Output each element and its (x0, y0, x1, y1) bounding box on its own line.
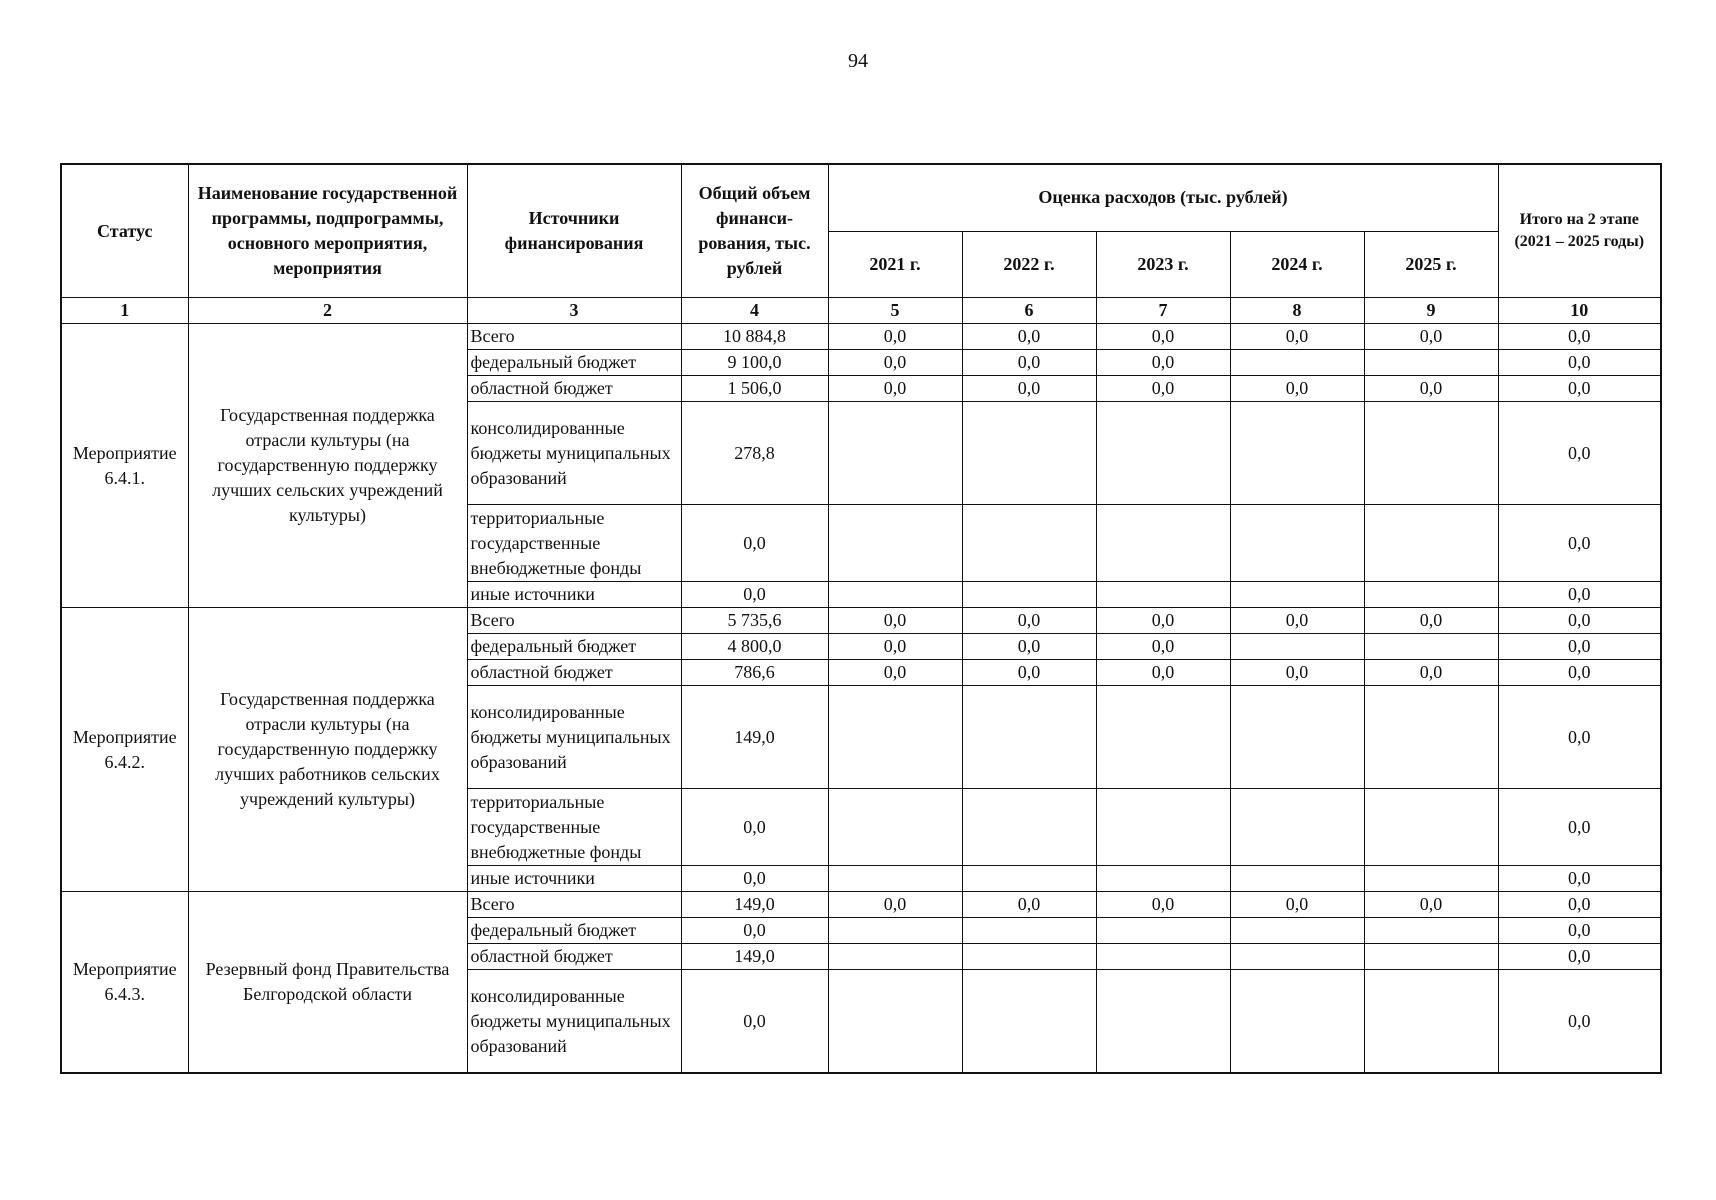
year-cell: 0,0 (828, 608, 962, 634)
year-cell: 0,0 (1096, 376, 1230, 402)
year-cell (828, 944, 962, 970)
total-cell: 149,0 (681, 944, 828, 970)
header-estimate: Оценка расходов (тыс. рублей) (828, 164, 1498, 231)
col-number: 7 (1096, 298, 1230, 324)
stage-total-cell: 0,0 (1498, 324, 1661, 350)
year-cell: 0,0 (962, 634, 1096, 660)
year-cell (1230, 944, 1364, 970)
source-cell: федеральный бюджет (467, 634, 681, 660)
year-cell: 0,0 (962, 324, 1096, 350)
year-cell (828, 686, 962, 789)
header-year: 2023 г. (1096, 231, 1230, 298)
total-cell: 0,0 (681, 789, 828, 866)
source-cell: иные источники (467, 582, 681, 608)
total-cell: 10 884,8 (681, 324, 828, 350)
year-cell: 0,0 (1364, 608, 1498, 634)
source-cell: территориальные государственные внебюджетные фонды (467, 789, 681, 866)
name-cell: Государственная поддержка отрасли культуры (на государственную поддержку лучших работников сельских учреждений культуры) (188, 608, 467, 892)
year-cell: 0,0 (828, 324, 962, 350)
source-cell: федеральный бюджет (467, 918, 681, 944)
year-cell (1230, 789, 1364, 866)
year-cell: 0,0 (828, 376, 962, 402)
stage-total-cell: 0,0 (1498, 376, 1661, 402)
source-cell: областной бюджет (467, 376, 681, 402)
stage-total-cell: 0,0 (1498, 660, 1661, 686)
col-number: 8 (1230, 298, 1364, 324)
year-cell: 0,0 (1096, 892, 1230, 918)
year-cell: 0,0 (1230, 324, 1364, 350)
year-cell (962, 866, 1096, 892)
table-row (61, 892, 1661, 918)
year-cell (962, 582, 1096, 608)
year-cell (828, 866, 962, 892)
year-cell: 0,0 (1096, 324, 1230, 350)
stage-total-cell: 0,0 (1498, 944, 1661, 970)
status-cell: Мероприятие 6.4.3. (61, 892, 188, 1074)
stage-total-cell: 0,0 (1498, 866, 1661, 892)
stage-total-cell: 0,0 (1498, 582, 1661, 608)
year-cell (962, 686, 1096, 789)
header-status: Статус (61, 164, 188, 298)
year-cell (1364, 402, 1498, 505)
total-cell: 278,8 (681, 402, 828, 505)
year-cell (828, 505, 962, 582)
year-cell: 0,0 (1230, 608, 1364, 634)
total-cell: 786,6 (681, 660, 828, 686)
year-cell: 0,0 (1230, 892, 1364, 918)
year-cell (962, 970, 1096, 1074)
status-cell: Мероприятие 6.4.2. (61, 608, 188, 892)
name-cell: Резервный фонд Правительства Белгородской области (188, 892, 467, 1074)
year-cell: 0,0 (1096, 634, 1230, 660)
year-cell (1096, 686, 1230, 789)
year-cell (1230, 350, 1364, 376)
year-cell (828, 789, 962, 866)
year-cell (828, 970, 962, 1074)
col-number: 6 (962, 298, 1096, 324)
header-total: Общий объем финанси-рования, тыс. рублей (681, 164, 828, 298)
stage-total-cell: 0,0 (1498, 350, 1661, 376)
header-stage-total: Итого на 2 этапе (2021 – 2025 годы) (1498, 164, 1661, 298)
year-cell (1230, 918, 1364, 944)
stage-total-cell: 0,0 (1498, 789, 1661, 866)
year-cell: 0,0 (828, 350, 962, 376)
total-cell: 5 735,6 (681, 608, 828, 634)
total-cell: 149,0 (681, 686, 828, 789)
year-cell (828, 582, 962, 608)
year-cell (1096, 402, 1230, 505)
year-cell (1364, 582, 1498, 608)
stage-total-cell: 0,0 (1498, 970, 1661, 1074)
year-cell: 0,0 (1364, 892, 1498, 918)
header-year: 2022 г. (962, 231, 1096, 298)
header-sources: Источники финансирования (467, 164, 681, 298)
year-cell: 0,0 (962, 350, 1096, 376)
total-cell: 0,0 (681, 866, 828, 892)
total-cell: 9 100,0 (681, 350, 828, 376)
page-number: 94 (848, 50, 868, 72)
stage-total-cell: 0,0 (1498, 686, 1661, 789)
year-cell: 0,0 (828, 892, 962, 918)
year-cell (1096, 918, 1230, 944)
year-cell: 0,0 (962, 660, 1096, 686)
col-number: 10 (1498, 298, 1661, 324)
stage-total-cell: 0,0 (1498, 402, 1661, 505)
source-cell: территориальные государственные внебюджетные фонды (467, 505, 681, 582)
year-cell (1364, 944, 1498, 970)
year-cell: 0,0 (1230, 660, 1364, 686)
year-cell: 0,0 (962, 376, 1096, 402)
stage-total-cell: 0,0 (1498, 608, 1661, 634)
source-cell: консолидированные бюджеты муниципальных образований (467, 402, 681, 505)
year-cell (828, 402, 962, 505)
budget-table (60, 163, 1662, 1074)
stage-total-cell: 0,0 (1498, 892, 1661, 918)
year-cell (1364, 866, 1498, 892)
year-cell (1230, 582, 1364, 608)
year-cell (1364, 918, 1498, 944)
col-number: 3 (467, 298, 681, 324)
year-cell (1230, 686, 1364, 789)
total-cell: 0,0 (681, 505, 828, 582)
year-cell (1096, 944, 1230, 970)
year-cell (1364, 686, 1498, 789)
year-cell (1230, 970, 1364, 1074)
table-row (61, 608, 1661, 634)
year-cell: 0,0 (828, 660, 962, 686)
year-cell: 0,0 (1364, 324, 1498, 350)
year-cell (962, 789, 1096, 866)
stage-total-cell: 0,0 (1498, 505, 1661, 582)
source-cell: консолидированные бюджеты муниципальных образований (467, 686, 681, 789)
total-cell: 0,0 (681, 918, 828, 944)
status-cell: Мероприятие 6.4.1. (61, 324, 188, 608)
header-year: 2025 г. (1364, 231, 1498, 298)
header-year: 2024 г. (1230, 231, 1364, 298)
total-cell: 1 506,0 (681, 376, 828, 402)
year-cell: 0,0 (1096, 660, 1230, 686)
year-cell (1096, 789, 1230, 866)
year-cell (1230, 402, 1364, 505)
year-cell: 0,0 (1096, 350, 1230, 376)
year-cell: 0,0 (1364, 660, 1498, 686)
source-cell: Всего (467, 608, 681, 634)
total-cell: 0,0 (681, 970, 828, 1074)
source-cell: федеральный бюджет (467, 350, 681, 376)
year-cell (962, 402, 1096, 505)
header-name: Наименование государственной программы, подпрограммы, основного мероприятия, мероприятия (188, 164, 467, 298)
stage-total-cell: 0,0 (1498, 634, 1661, 660)
table-row (61, 324, 1661, 350)
col-number: 4 (681, 298, 828, 324)
year-cell (1096, 866, 1230, 892)
year-cell: 0,0 (1096, 608, 1230, 634)
stage-total-cell: 0,0 (1498, 918, 1661, 944)
year-cell: 0,0 (1364, 376, 1498, 402)
year-cell: 0,0 (962, 892, 1096, 918)
year-cell (828, 918, 962, 944)
col-number: 5 (828, 298, 962, 324)
total-cell: 4 800,0 (681, 634, 828, 660)
year-cell (1364, 505, 1498, 582)
year-cell (962, 918, 1096, 944)
year-cell (1364, 789, 1498, 866)
total-cell: 0,0 (681, 582, 828, 608)
source-cell: областной бюджет (467, 944, 681, 970)
year-cell (1364, 634, 1498, 660)
col-number: 1 (61, 298, 188, 324)
year-cell: 0,0 (828, 634, 962, 660)
year-cell (1096, 582, 1230, 608)
name-cell: Государственная поддержка отрасли культуры (на государственную поддержку лучших сельских учреждений культуры) (188, 324, 467, 608)
year-cell (1230, 634, 1364, 660)
year-cell (962, 944, 1096, 970)
year-cell: 0,0 (1230, 376, 1364, 402)
year-cell (1230, 505, 1364, 582)
year-cell (1364, 350, 1498, 376)
year-cell (1096, 505, 1230, 582)
source-cell: областной бюджет (467, 660, 681, 686)
year-cell (1364, 970, 1498, 1074)
year-cell: 0,0 (962, 608, 1096, 634)
year-cell (1230, 866, 1364, 892)
col-number: 9 (1364, 298, 1498, 324)
total-cell: 149,0 (681, 892, 828, 918)
header-year: 2021 г. (828, 231, 962, 298)
source-cell: консолидированные бюджеты муниципальных образований (467, 970, 681, 1074)
col-number: 2 (188, 298, 467, 324)
year-cell (962, 505, 1096, 582)
year-cell (1096, 970, 1230, 1074)
source-cell: Всего (467, 324, 681, 350)
source-cell: Всего (467, 892, 681, 918)
source-cell: иные источники (467, 866, 681, 892)
